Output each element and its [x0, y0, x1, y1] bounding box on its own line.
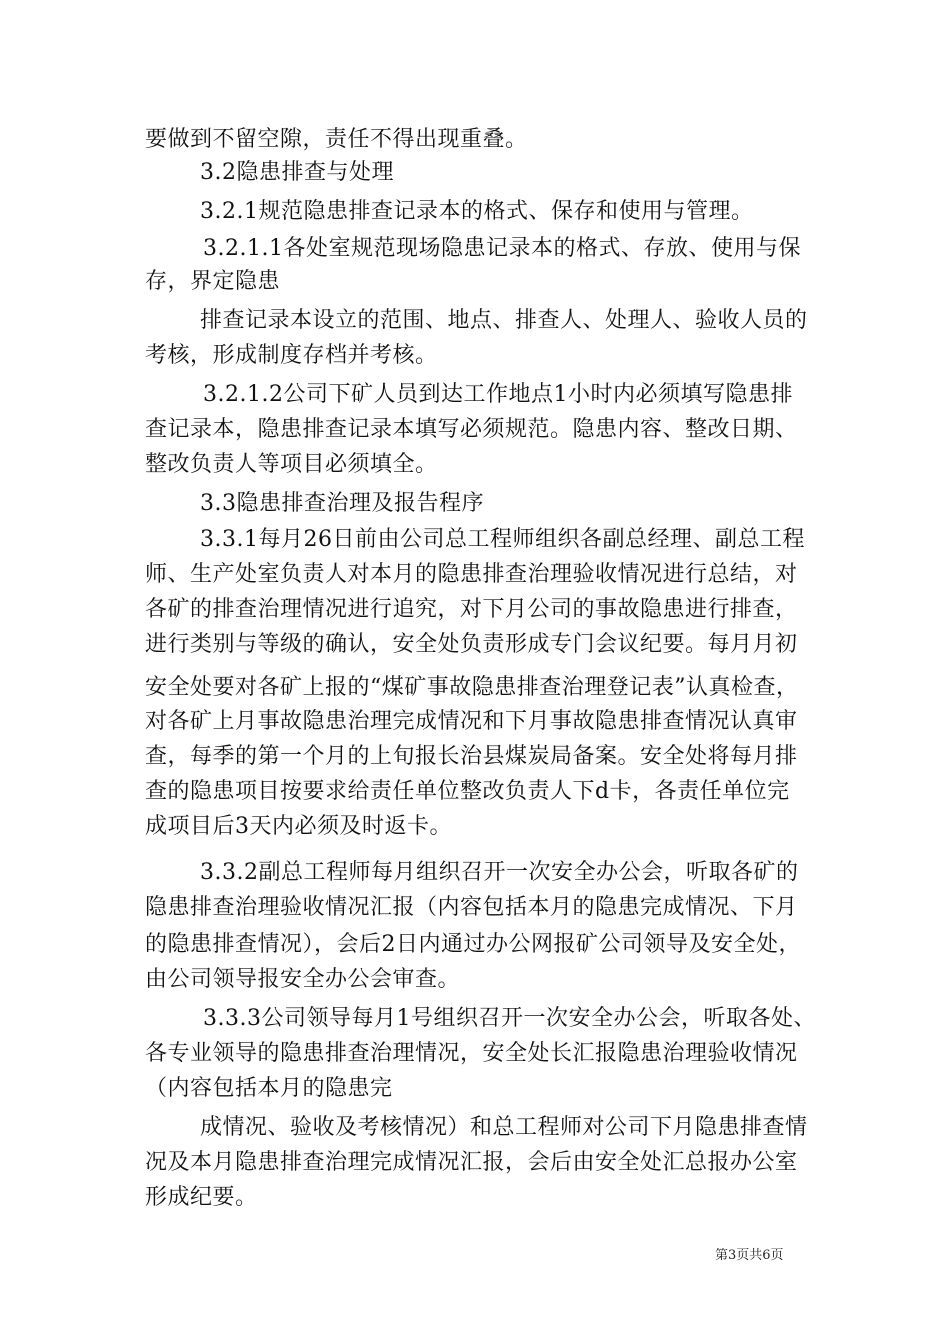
paragraph-line: 安全处要对各矿上报的“煤矿事故隐患排查治理登记表”认真检查，: [145, 675, 799, 700]
paragraph-line: （内容包括本月的隐患完: [145, 1076, 393, 1101]
paragraph-line: 进行类别与等级的确认，安全处负责形成专门会议纪要。每月月初: [145, 632, 798, 657]
paragraph-line: 形成纪要。: [145, 1185, 258, 1210]
paragraph-line: 各专业领导的隐患排查治理情况，安全处长汇报隐患治理验收情况: [145, 1041, 798, 1066]
paragraph-line: 3.3.1每月26日前由公司总工程师组织各副总经理、副总工程: [200, 527, 805, 552]
paragraph-line: 成项目后3天内必须及时返卡。: [145, 814, 452, 839]
paragraph-line: 存，界定隐患: [145, 269, 281, 294]
paragraph-line: 3.3.3公司领导每月1号组织召开一次安全办公会，听取各处、: [203, 1006, 816, 1031]
paragraph-line: 的隐患排查情况），会后2日内通过办公网报矿公司领导及安全处，: [145, 932, 801, 957]
paragraph-line: 查，每季的第一个月的上旬报长治县煤炭局备案。安全处将每月排: [145, 744, 798, 769]
paragraph-line: 3.2.1.2公司下矿人员到达工作地点1小时内必须填写隐患排: [203, 382, 793, 407]
paragraph-line: 整改负责人等项目必须填全。: [145, 452, 438, 477]
paragraph-line: 3.2.1.1各处室规范现场隐患记录本的格式、存放、使用与保: [203, 236, 801, 261]
paragraph-line: 对各矿上月事故隐患治理完成情况和下月事故隐患排查情况认真审: [145, 709, 798, 734]
paragraph-line: 成情况、验收及考核情况）和总工程师对公司下月隐患排查情: [200, 1115, 808, 1140]
paragraph-line: 查的隐患项目按要求给责任单位整改负责人下d卡，各责任单位完: [145, 779, 790, 804]
paragraph-line: 排查记录本设立的范围、地点、排查人、处理人、验收人员的: [200, 308, 808, 333]
paragraph-line: 3.3.2副总工程师每月组织召开一次安全办公会，听取各矿的: [200, 860, 799, 885]
page-number: 第3页共6页: [715, 1248, 784, 1263]
section-heading-3-3: 3.3隐患排查治理及报告程序: [200, 491, 484, 516]
paragraph-line: 考核，形成制度存档并考核。: [145, 343, 438, 368]
paragraph-line: 各矿的排查治理情况进行追究，对下月公司的事故隐患进行排查，: [145, 597, 798, 622]
paragraph-line: 隐患排查治理验收情况汇报（内容包括本月的隐患完成情况、下月: [145, 895, 798, 920]
paragraph-line: 要做到不留空隙，责任不得出现重叠。: [145, 127, 528, 152]
paragraph-line: 况及本月隐患排查治理完成情况汇报，会后由安全处汇总报办公室: [145, 1150, 798, 1175]
section-heading-3-2: 3.2隐患排查与处理: [200, 160, 394, 185]
paragraph-line: 师、生产处室负责人对本月的隐患排查治理验收情况进行总结，对: [145, 562, 798, 587]
paragraph-line: 由公司领导报安全办公会审查。: [145, 967, 461, 992]
paragraph-line: 查记录本，隐患排查记录本填写必须规范。隐患内容、整改日期、: [145, 417, 798, 442]
subsection-heading-3-2-1: 3.2.1规范隐患排查记录本的格式、保存和使用与管理。: [200, 199, 754, 224]
